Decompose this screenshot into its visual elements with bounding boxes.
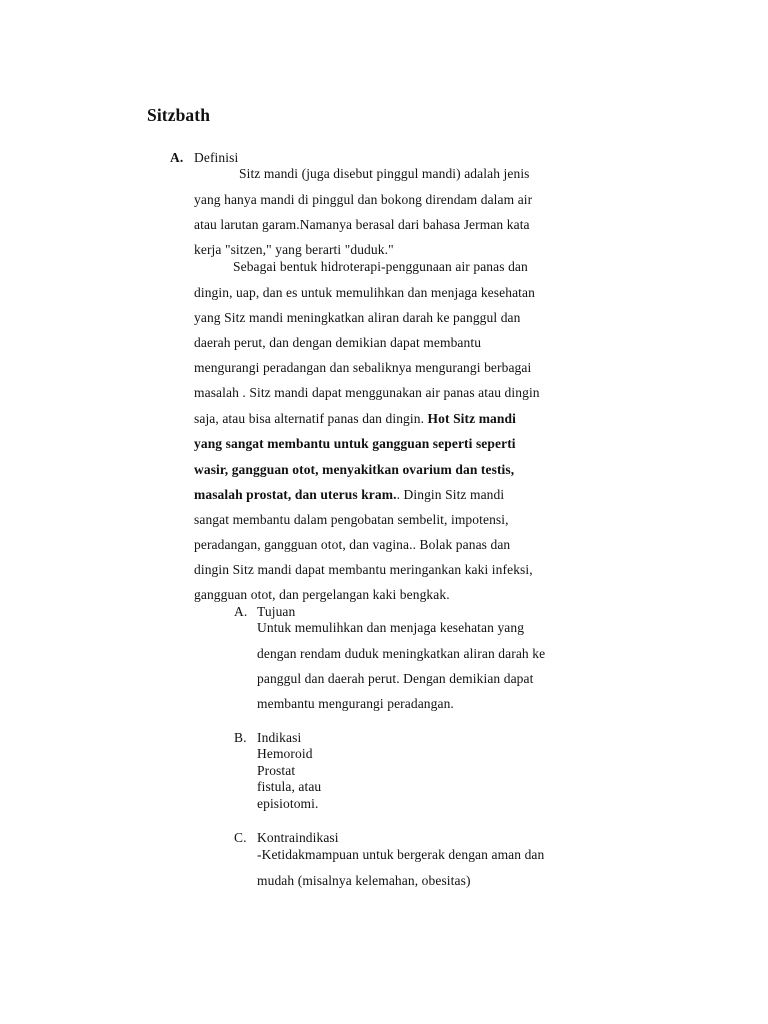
indikasi-item: fistula, atau [257, 779, 322, 794]
definition-line: yang Sitz mandi meningkatkan aliran darah ke panggul dan [194, 310, 521, 325]
kontraindikasi-marker: C. [234, 830, 247, 845]
definition-line: Sebagai bentuk hidroterapi-penggunaan air panas dan [233, 259, 528, 274]
definition-bold-text: Hot Sitz mandi [427, 411, 516, 426]
definition-bold-line: wasir, gangguan otot, menyakitkan ovarium dan testis, [194, 462, 515, 477]
definition-line: dingin Sitz mandi dapat membantu meringankan kaki infeksi, [194, 562, 533, 577]
kontraindikasi-heading: Kontraindikasi [257, 830, 339, 845]
definition-line: daerah perut, dan dengan demikian dapat membantu [194, 335, 482, 350]
indikasi-item: Hemoroid [257, 746, 313, 761]
definition-line-mixed [194, 411, 516, 427]
tujuan-line: membantu mengurangi peradangan. [257, 696, 454, 711]
definition-text: . Dingin Sitz mandi [396, 487, 505, 502]
definition-line: peradangan, gangguan otot, dan vagina.. Bolak panas dan [194, 537, 511, 552]
section-a-heading: Definisi [194, 150, 239, 165]
definition-line: dingin, uap, dan es untuk memulihkan dan menjaga kesehatan [194, 285, 535, 300]
definition-line: Sitz mandi (juga disebut pinggul mandi) adalah jenis [239, 166, 530, 181]
definition-line: gangguan otot, dan pergelangan kaki bengkak. [194, 587, 450, 602]
definition-line: mengurangi peradangan dan sebaliknya mengurangi berbagai [194, 360, 532, 375]
definition-text: saja, atau bisa alternatif panas dan dingin. [194, 411, 428, 426]
definition-line: kerja "sitzen," yang berarti "duduk." [194, 242, 394, 257]
tujuan-line: Untuk memulihkan dan menjaga kesehatan yang [257, 620, 525, 635]
tujuan-line: panggul dan daerah perut. Dengan demikian dapat [257, 671, 534, 686]
tujuan-line: dengan rendam duduk meningkatkan aliran darah ke [257, 646, 546, 661]
tujuan-marker: A. [234, 604, 248, 619]
indikasi-marker: B. [234, 730, 247, 745]
definition-bold-line: yang sangat membantu untuk gangguan seperti seperti [194, 436, 516, 451]
definition-line: sangat membantu dalam pengobatan sembelit, impotensi, [194, 512, 509, 527]
kontraindikasi-line: -Ketidakmampuan untuk bergerak dengan aman dan [257, 847, 545, 862]
page-title: Sitzbath [147, 105, 211, 125]
tujuan-heading: Tujuan [257, 604, 296, 619]
definition-line: atau larutan garam.Namanya berasal dari bahasa Jerman kata [194, 217, 530, 232]
indikasi-item: Prostat [257, 763, 296, 778]
definition-line: yang hanya mandi di pinggul dan bokong direndam dalam air [194, 192, 533, 207]
definition-line-mixed [194, 487, 504, 503]
kontraindikasi-line: mudah (misalnya kelemahan, obesitas) [257, 873, 471, 888]
definition-line: masalah . Sitz mandi dapat menggunakan air panas atau dingin [194, 385, 540, 400]
indikasi-heading: Indikasi [257, 730, 302, 745]
indikasi-item: episiotomi. [257, 796, 319, 811]
definition-bold-text: masalah prostat, dan uterus kram. [194, 487, 397, 502]
section-a-marker: A. [170, 150, 184, 165]
